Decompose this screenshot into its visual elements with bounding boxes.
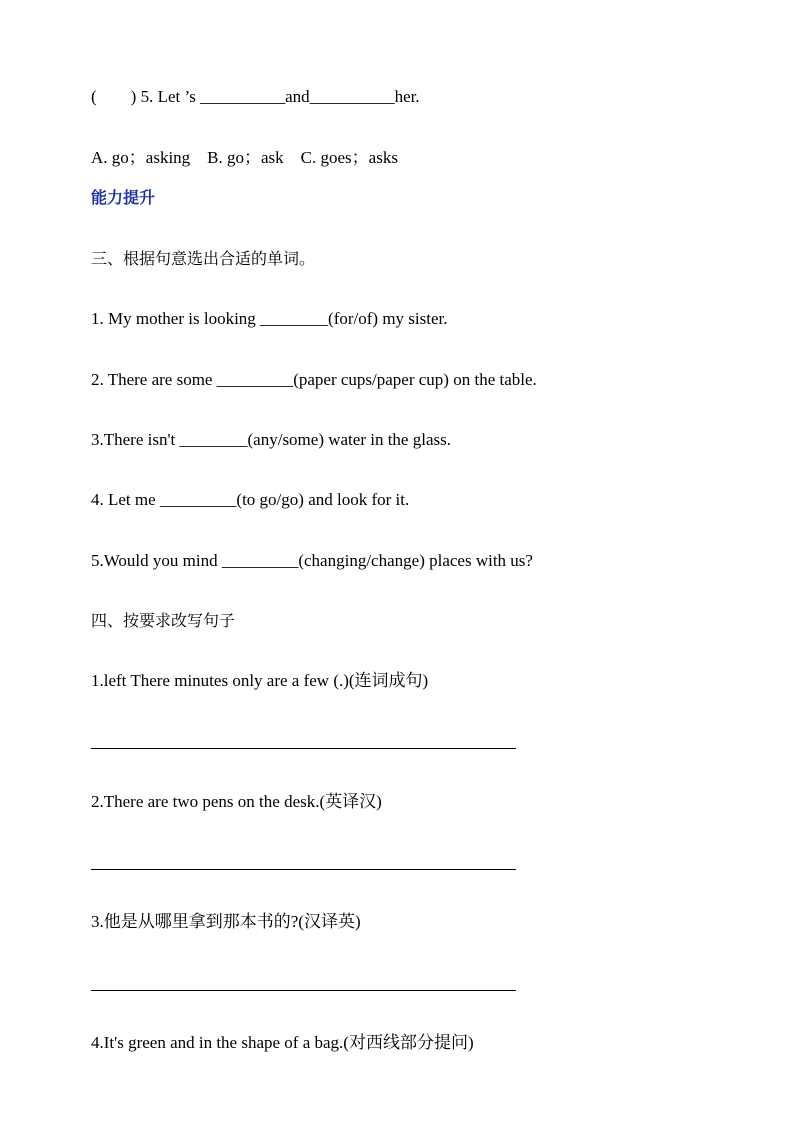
section-three-item-5: 5.Would you mind _________(changing/change) places with us? (91, 551, 533, 570)
section-four-item-1: 1.left There minutes only are a few (.)(连词成句) (91, 671, 429, 690)
section-four-item-3: 3.他是从哪里拿到那本书的?(汉译英) (91, 912, 361, 931)
answer-line-1[interactable] (91, 748, 516, 749)
answer-line-2[interactable] (91, 869, 516, 870)
section-four-item-2: 2.There are two pens on the desk.(英译汉) (91, 792, 382, 811)
section-four-title: 四、按要求改写句子 (91, 611, 236, 630)
section-three-item-1: 1. My mother is looking ________(for/of) my sister. (91, 309, 448, 328)
section-three-title: 三、根据句意选出合适的单词。 (91, 249, 316, 268)
section-three-item-2: 2. There are some _________(paper cups/paper cup) on the table. (91, 370, 537, 389)
question-5-options: A. go；asking B. go；ask C. goes；asks (91, 148, 398, 167)
section-ability-title: 能力提升 (91, 188, 156, 207)
section-four-item-4: 4.It's green and in the shape of a bag.(对西线部分提问) (91, 1033, 474, 1052)
section-three-item-3: 3.There isn't ________(any/some) water in the glass. (91, 430, 451, 449)
answer-line-3[interactable] (91, 990, 516, 991)
question-5-text: ( ) 5. Let ’s __________and__________her. (91, 87, 420, 106)
section-three-item-4: 4. Let me _________(to go/go) and look for it. (91, 490, 410, 509)
